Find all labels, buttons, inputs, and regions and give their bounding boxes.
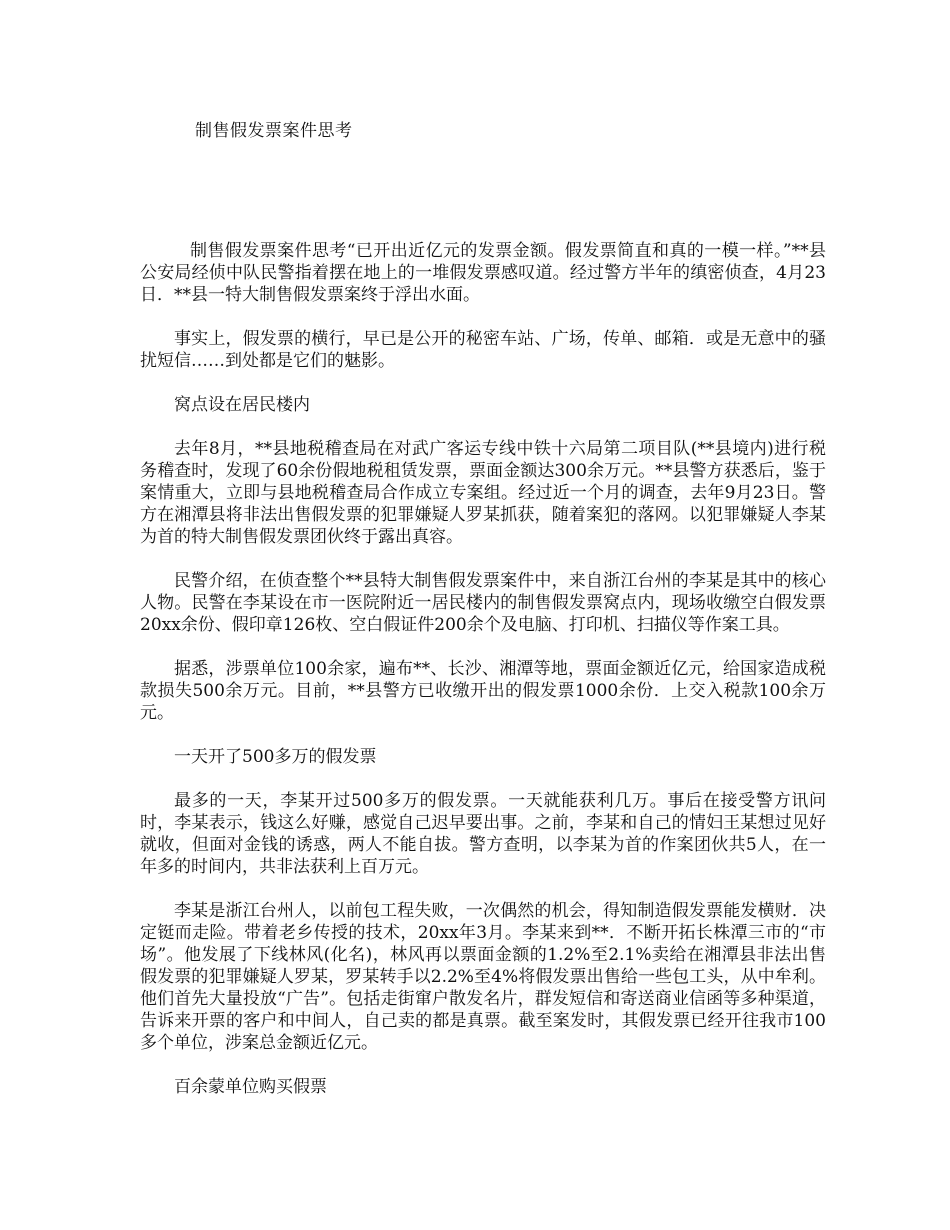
paragraph-investigation: 去年8月，**县地税稽查局在对武广客运专线中铁十六局第二项目队(**县境内)进行税务稽查时，发现了60余份假地税租赁发票，票面金额达300余万元。**县警方获悉后，鉴于案情重大，立即与县地税稽查局合作成立专案组。经过近一个月的调查，去年9月23日。警方在湘潭县将非法出售假发票的犯罪嫌疑人罗某抓获，随着案犯的落网。以犯罪嫌疑人李某为首的特大制售假发票团伙终于露出真容。 bbox=[140, 439, 826, 547]
paragraph-core-suspect: 民警介绍，在侦查整个**县特大制售假发票案件中，来自浙江台州的李某是其中的核心人物。民警在李某设在市一医院附近一居民楼内的制售假发票窝点内，现场收缴空白假发票20xx余份、假印章126枚、空白假证件200余个及电脑、打印机、扫描仪等作案工具。 bbox=[140, 571, 826, 635]
paragraph-suspect-background: 李某是浙江台州人，以前包工程失败，一次偶然的机会，得知制造假发票能发横财．决定铤而走险。带着老乡传授的技术，20xx年3月。李某来到**．不断开拓长株潭三市的“市场”。他发展了下线林风(化名)，林风再以票面金额的1.2%至2.1%卖给在湘潭县非法出售假发票的犯罪嫌疑人罗某，罗某转手以2.2%至4%将假发票出售给一些包工头，从中牟利。他们首先大量投放“广告”。包括走街窜户散发名片，群发短信和寄送商业信函等多种渠道，告诉来开票的客户和中间人，自己卖的都是真票。截至案发时，其假发票已经开往我市100多个单位，涉案总金额近亿元。 bbox=[140, 901, 826, 1053]
section-heading-buyers: 百余蒙单位购买假票 bbox=[174, 1077, 327, 1097]
document-body bbox=[140, 240, 826, 1120]
document-title: 制售假发票案件思考 bbox=[195, 121, 353, 141]
paragraph-daily-profit: 最多的一天，李某开过500多万的假发票。一天就能获利几万。事后在接受警方讯问时，李某表示，钱这么好赚，感觉自己迟早要出事。之前，李某和自己的情妇王某想过见好就收，但面对金钱的诱惑，两人不能自拔。警方查明，以李某为首的作案团伙共5人，在一年多的时间内，共非法获利上百万元。 bbox=[140, 791, 826, 877]
section-heading-den-location: 窝点设在居民楼内 bbox=[174, 395, 310, 415]
paragraph-fake-invoice-prevalence: 事实上，假发票的横行，早已是公开的秘密车站、广场，传单、邮箱．或是无意中的骚扰短信……到处都是它们的魅影。 bbox=[140, 329, 826, 371]
section-heading-daily-volume: 一天开了500多万的假发票 bbox=[174, 747, 377, 767]
paragraph-intro: 制售假发票案件思考“已开出近亿元的发票金额。假发票简直和真的一模一样。”**县公安局经侦中队民警指着摆在地上的一堆假发票感叹道。经过警方半年的缜密侦查，4月23日．**县一特大制售假发票案终于浮出水面。 bbox=[140, 241, 826, 305]
paragraph-losses: 据悉，涉票单位100余家，遍布**、长沙、湘潭等地，票面金额近亿元，给国家造成税款损失500余万元。目前，**县警方已收缴开出的假发票1000余份．上交入税款100余万元。 bbox=[140, 659, 826, 723]
